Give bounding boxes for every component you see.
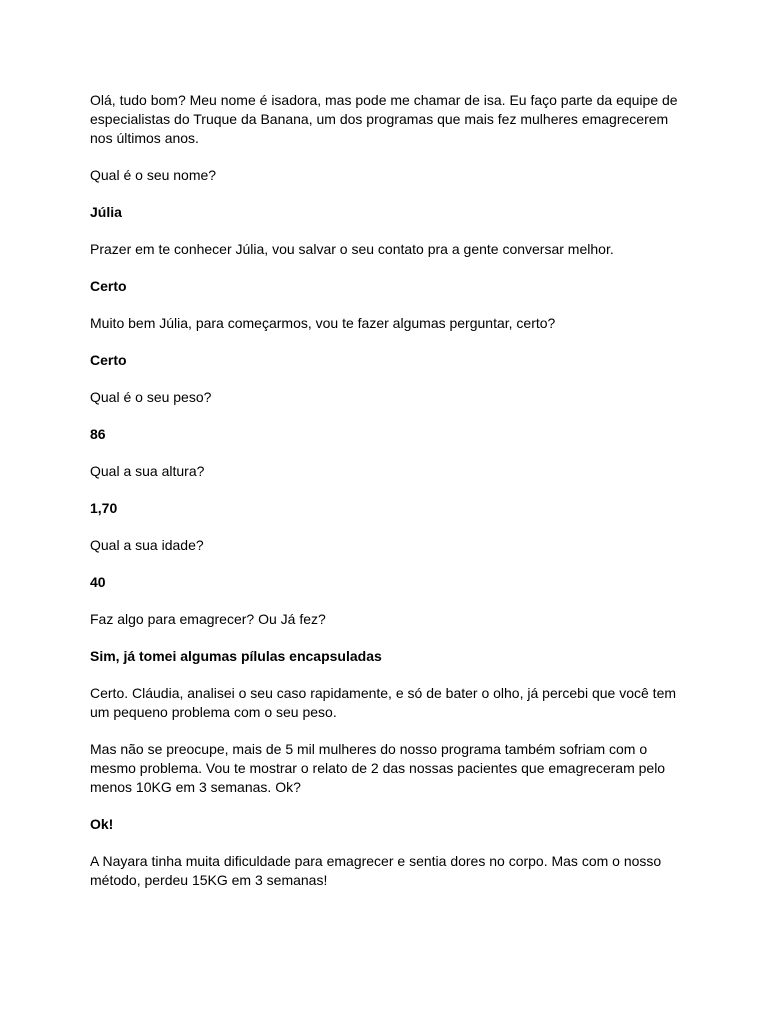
question-diet: Faz algo para emagrecer? Ou Já fez?	[90, 611, 326, 627]
answer-name: Júlia	[90, 204, 122, 220]
intro-paragraph: Olá, tudo bom? Meu nome é isadora, mas pode me chamar de isa. Eu faço parte da equipe de especialistas do Truque da Banana, um dos programas que mais fez mulheres emagrecerem nos últimos anos.	[90, 92, 678, 146]
greeting-paragraph: Prazer em te conhecer Júlia, vou salvar o seu contato pra a gente conversar melhor.	[90, 241, 614, 257]
answer-ok-3: Ok!	[90, 816, 114, 832]
answer-diet: Sim, já tomei algumas pílulas encapsuladas	[90, 648, 382, 664]
answer-ok-1: Certo	[90, 278, 127, 294]
answer-height: 1,70	[90, 500, 118, 516]
answer-weight: 86	[90, 426, 106, 442]
testimonial-paragraph: A Nayara tinha muita dificuldade para emagrecer e sentia dores no corpo. Mas com o nosso método, perdeu 15KG em 3 semanas!	[90, 853, 662, 888]
reassurance-paragraph: Mas não se preocupe, mais de 5 mil mulheres do nosso programa também sofriam com o mesmo problema. Vou te mostrar o relato de 2 das nossas pacientes que emagreceram pelo menos 10KG em 3 semanas. Ok?	[90, 741, 666, 795]
question-name: Qual é o seu nome?	[90, 167, 217, 183]
answer-age: 40	[90, 574, 106, 590]
question-age: Qual a sua idade?	[90, 537, 204, 553]
analysis-paragraph: Certo. Cláudia, analisei o seu caso rapidamente, e só de bater o olho, já percebi que você tem um pequeno problema com o seu peso.	[90, 685, 677, 720]
question-weight: Qual é o seu peso?	[90, 389, 212, 405]
questions-intro: Muito bem Júlia, para começarmos, vou te fazer algumas perguntar, certo?	[90, 315, 556, 331]
answer-ok-2: Certo	[90, 352, 127, 368]
question-height: Qual a sua altura?	[90, 463, 205, 479]
document-page	[90, 91, 680, 908]
